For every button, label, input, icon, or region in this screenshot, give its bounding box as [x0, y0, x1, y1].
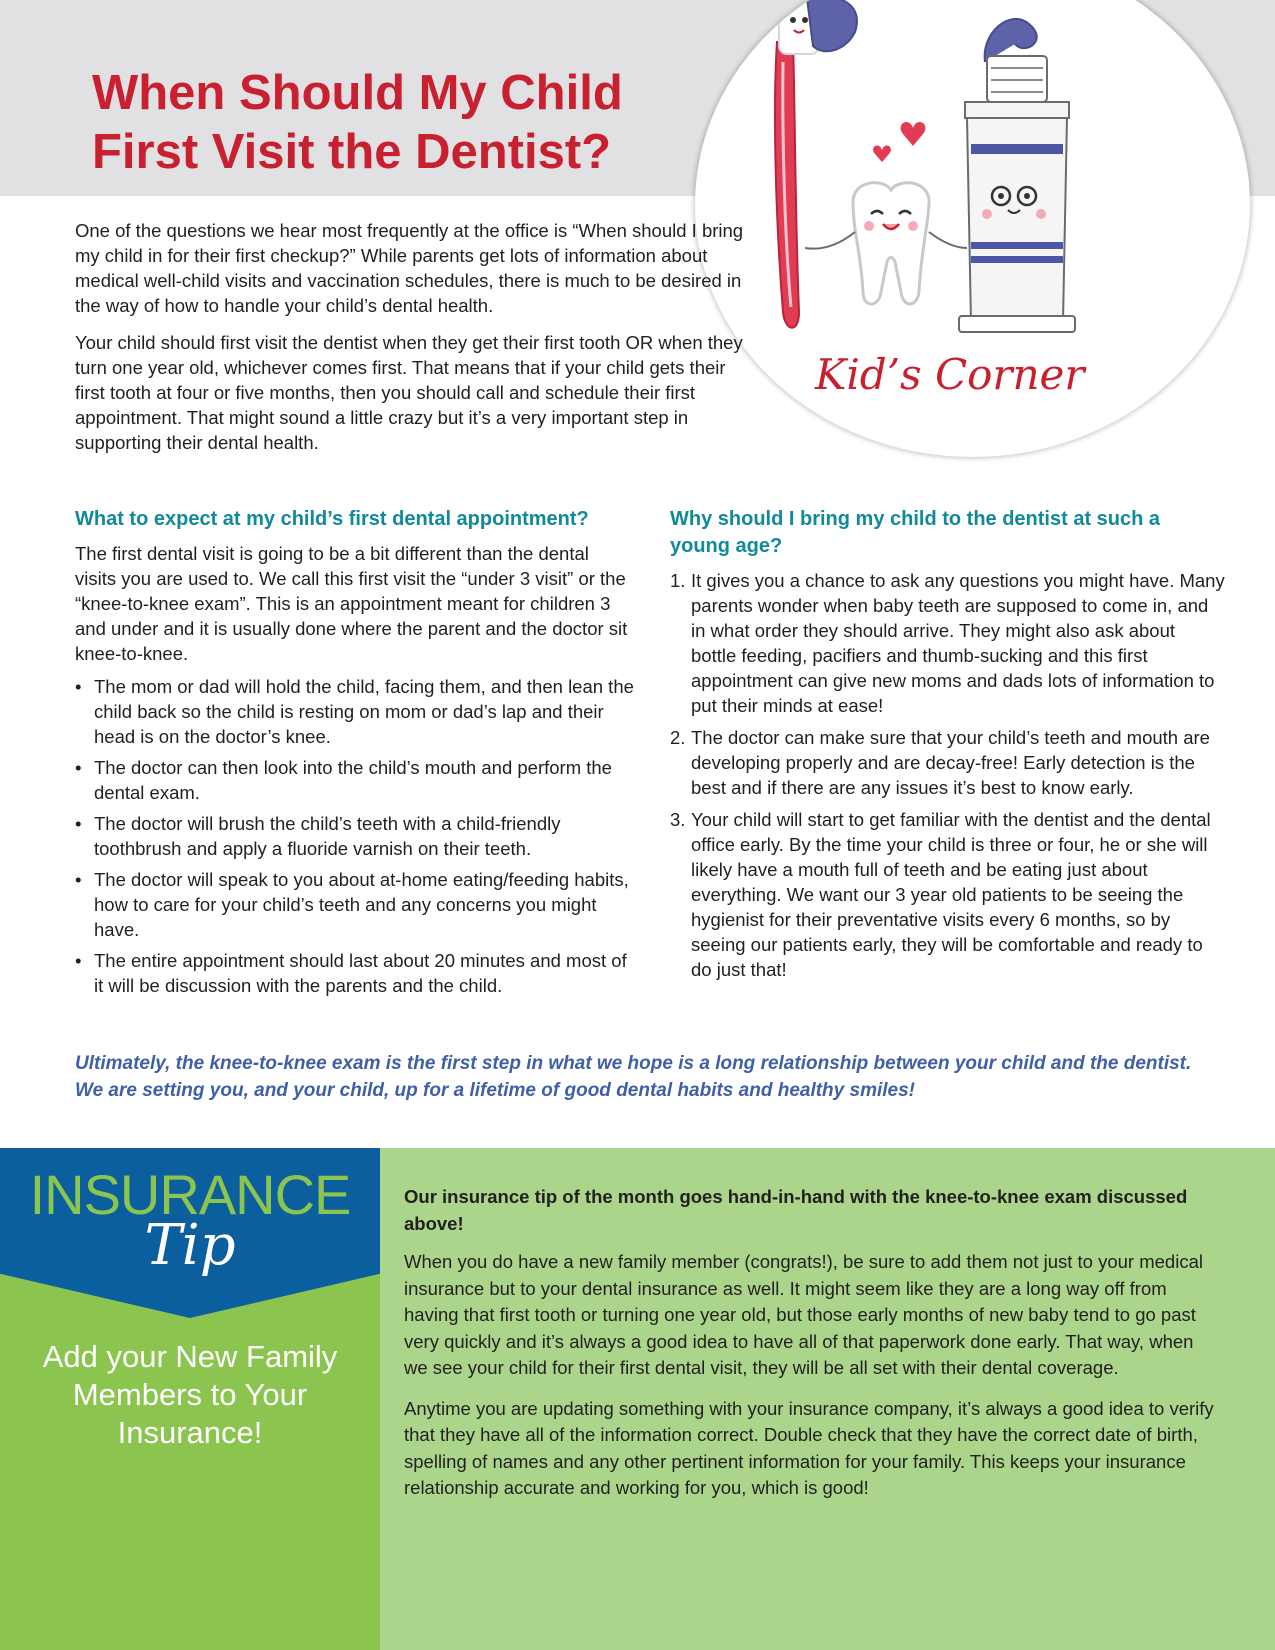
kids-corner-badge: [695, 0, 1250, 457]
bullet-icon: •: [75, 813, 82, 834]
page-title: When Should My Child First Visit the Dentist?: [92, 66, 623, 179]
toothpaste-icon: [959, 19, 1075, 332]
bullet-icon: •: [75, 869, 82, 890]
bullet-icon: •: [75, 757, 82, 778]
intro-section: [75, 218, 745, 467]
intro-paragraph: One of the questions we hear most frequently at the office is “When should I bring my child in for their first checkup?” While parents get lots of information about medical well-child visits and vaccination schedules, there is much to be desired in the way of how to handle your child’s dental health.: [75, 220, 744, 316]
insurance-tip-lead: Our insurance tip of the month goes hand-in-hand with the knee-to-knee exam discussed above!: [404, 1186, 1188, 1234]
bullet-icon: •: [75, 950, 82, 971]
first-appointment-section: [75, 506, 635, 1004]
insurance-word: INSURANCE: [29, 1163, 351, 1226]
list-item: • The doctor will brush the child’s teeth with a child-friendly toothbrush and apply a fluoride varnish on their teeth.: [75, 813, 561, 859]
insurance-tip-caption: Add your New Family Members to Your Insurance!: [42, 1339, 338, 1450]
list-item: • The mom or dad will hold the child, facing them, and then lean the child back so the child is resting on mom or dad’s lap and their head is on the doctor’s knee.: [75, 676, 634, 747]
list-number: 1.: [670, 570, 686, 591]
insurance-tip-paragraph: When you do have a new family member (congrats!), be sure to add them not just to your medical insurance but to your dental insurance as well. It might seem like they are a long way off from having that first tooth or turning one year old, but those early months of new baby tend to go past very quickly and it’s always a good idea to have all of that paperwork done early. That way, when we see your child for their first dental visit, they will be all set with their dental coverage.: [404, 1251, 1203, 1378]
kids-corner-label: Kid’s Corner: [815, 350, 1085, 399]
appointment-bullet-list: [75, 674, 635, 998]
list-number: 2.: [670, 727, 686, 748]
list-item: 1. It gives you a chance to ask any questions you might have. Many parents wonder when baby teeth are supposed to come in, and in what order they should arrive. They might also ask about bottle feeding, pacifiers and thumb-sucking and this first appointment can give new moms and dads lots of information to put their minds at ease!: [670, 570, 1225, 716]
why-young-age-section: [670, 506, 1225, 989]
insurance-tip-body: [404, 1184, 1219, 1516]
bullet-icon: •: [75, 676, 82, 697]
first-appointment-paragraph: The first dental visit is going to be a bit different than the dental visits you are used to. We call this first visit the “under 3 visit” or the “knee-to-knee exam”. This is an appointment meant for children 3 and under and it is usually done where the parent and the doctor sit knee-to-knee.: [75, 543, 628, 664]
list-item: • The entire appointment should last about 20 minutes and most of it will be discussion with the parents and the child.: [75, 950, 627, 996]
why-young-age-heading: Why should I bring my child to the dentist at such a young age?: [670, 508, 1161, 557]
tooth-icon: [805, 183, 967, 304]
list-item: • The doctor will speak to you about at-home eating/feeding habits, how to care for your child’s teeth and any concerns you might have.: [75, 869, 629, 940]
hearts-icon: [873, 122, 925, 162]
closing-statement: Ultimately, the knee-to-knee exam is the first step in what we hope is a long relationship between your child and the dentist. We are setting you, and your child, up for a lifetime of good dental habits and healthy smiles!: [75, 1053, 1192, 1101]
list-number: 3.: [670, 809, 686, 830]
list-item: 2. The doctor can make sure that your child’s teeth and mouth are developing properly and are decay-free! Early detection is the best and if there are any issues it’s best to know early.: [670, 727, 1210, 798]
list-item: 3. Your child will start to get familiar with the dentist and the dental office early. By the time your child is three or four, he or she will likely have a mouth full of teeth and be eating just about everything. We want our 3 year old patients to be seeing the hygienist for their preventative visits every 6 months, so by seeing our patients early, they will be comfortable and ready to do just that!: [670, 809, 1211, 980]
tip-script-word: Tip: [144, 1213, 236, 1278]
toothbrush-icon: [775, 0, 857, 328]
reasons-numbered-list: [670, 568, 1225, 982]
intro-paragraph: Your child should first visit the dentist when they get their first tooth OR when they turn one year old, whichever comes first. That means that if your child gets their first tooth at four or five months, then you should call and schedule their first appointment. That might sound a little crazy but it’s a very important step in supporting their dental health.: [75, 332, 743, 453]
list-item: • The doctor can then look into the child’s mouth and perform the dental exam.: [75, 757, 612, 803]
first-appointment-heading: What to expect at my child’s first dental appointment?: [75, 508, 589, 530]
insurance-tip-paragraph: Anytime you are updating something with your insurance company, it’s always a good idea to verify that they have all of the information correct. Double check that they have the correct date of birth, spelling of names and any other pertinent information for your family. This keeps your insurance relationship accurate and working for you, which is good!: [404, 1397, 1214, 1498]
